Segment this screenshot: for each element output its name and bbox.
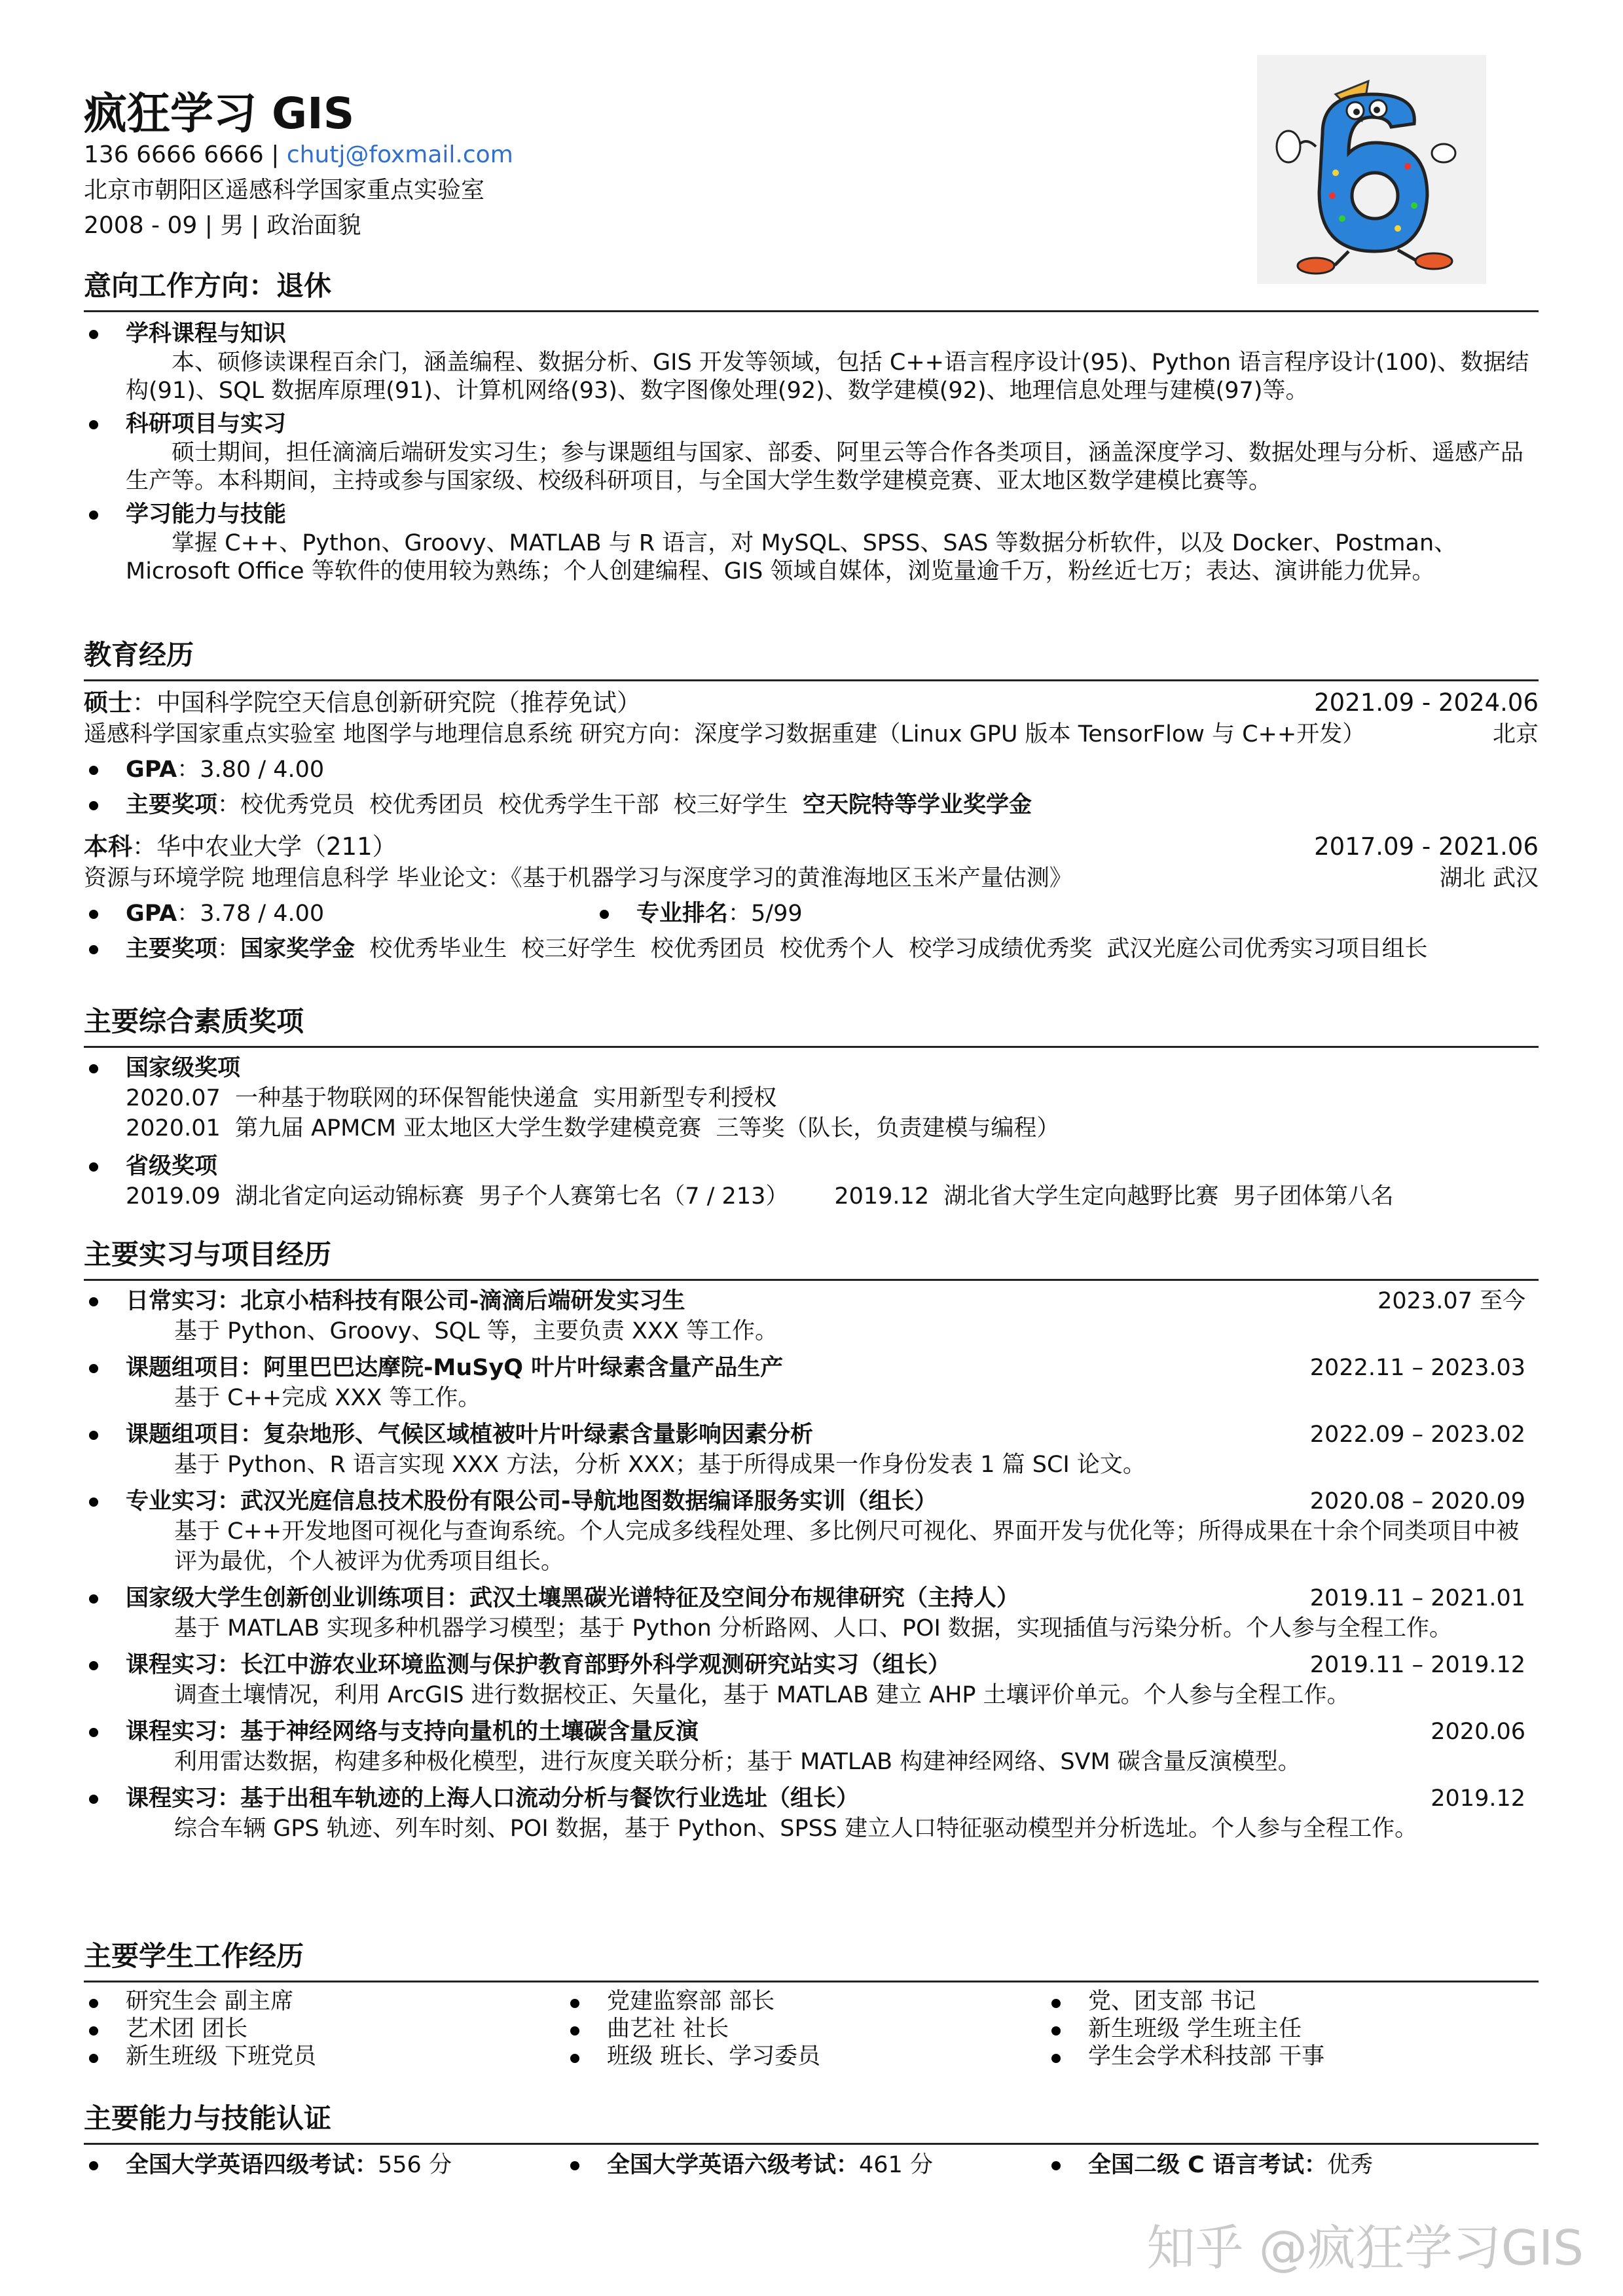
detail-text: 资源与环境学院 地理信息科学 毕业论文：《基于机器学习与深度学习的黄淮海地区玉米产量估测》: [84, 865, 1072, 891]
edu-date: 2021.09 - 2024.06: [1314, 689, 1539, 717]
edu-detail: [84, 719, 1539, 749]
project-header: [84, 1486, 1539, 1516]
projects-list: [84, 1286, 1539, 1844]
project-desc: 基于 Python、R 语言实现 XXX 方法，分析 XXX；基于所得成果一作身份发表 1 篇 SCI 论文。: [174, 1452, 1146, 1478]
project-name: 基于出租车轨迹的上海人口流动分析与餐饮行业选址（组长）: [240, 1785, 860, 1812]
edu-master-header: [84, 687, 1539, 719]
list-item: 艺术团 团长: [84, 2015, 565, 2043]
education-section: [84, 634, 1539, 964]
project-header: [84, 1420, 1539, 1450]
list-item: 曲艺社 社长: [565, 2015, 1046, 2043]
project-desc: 基于 C++完成 XXX 等工作。: [174, 1385, 481, 1411]
list-item: [594, 899, 1046, 929]
awards-label: 主要奖项: [126, 936, 218, 962]
project-label: 日常实习：: [126, 1288, 241, 1314]
project-label: 课题组项目：: [126, 1422, 264, 1448]
list-item: 学习能力与技能: [84, 499, 1539, 529]
section-title: 主要能力与技能认证: [84, 2097, 1539, 2145]
location: 北京: [1492, 721, 1539, 747]
contact-block: [84, 137, 513, 243]
project-name: 基于神经网络与支持向量机的土壤碳含量反演: [240, 1719, 699, 1745]
projects-section: [84, 1233, 1539, 1844]
awards-bold: 国家奖学金: [240, 936, 356, 962]
honor-row: [84, 1181, 1539, 1211]
gpa-value: ：3.80 / 4.00: [177, 757, 325, 783]
gender: 男: [220, 212, 244, 239]
address: 北京市朝阳区遥感科学国家重点实验室: [84, 177, 485, 204]
project-label: 课程实习：: [126, 1652, 241, 1678]
project-date: 2019.11 – 2019.12: [1309, 1652, 1525, 1678]
list-item: 新生班级 学生班主任: [1046, 2015, 1527, 2043]
list-item: [84, 790, 1539, 820]
gpa-label: GPA: [126, 901, 177, 927]
awards-bold: 空天院特等学业奖学金: [803, 792, 1032, 818]
project-name: 武汉土壤黑碳光谱特征及空间分布规律研究（主持人）: [469, 1585, 1020, 1611]
project-header: [84, 1650, 1539, 1680]
list-item: 班级 班长、学习委员: [565, 2043, 1046, 2070]
skills-section: [84, 2097, 1539, 2180]
project-date: 2022.11 – 2023.03: [1309, 1355, 1525, 1381]
project-label: 专业实习：: [126, 1488, 241, 1515]
section-title: 主要学生工作经历: [84, 1935, 1539, 1982]
project-header: [84, 1717, 1539, 1747]
project-name: 复杂地形、气候区域植被叶片叶绿素含量影响因素分析: [263, 1422, 814, 1448]
list-item: 党建监察部 部长: [565, 1988, 1046, 2015]
project-date: 2019.12: [1431, 1785, 1525, 1812]
edu-date: 2017.09 - 2021.06: [1314, 833, 1539, 861]
project-item: [84, 1420, 1539, 1480]
project-date: 2022.09 – 2023.02: [1309, 1422, 1525, 1448]
project-header: [84, 1286, 1539, 1316]
project-item: [84, 1650, 1539, 1710]
contact-line-3: 2008 - 09 | 男 | 政治面貌: [84, 212, 361, 239]
phone: 136 6666 6666: [84, 141, 264, 168]
list-item: [565, 2150, 1046, 2180]
project-desc: 利用雷达数据，构建多种极化模型，进行灰度关联分析；基于 MATLAB 构建神经网络、SVM 碳含量反演模型。: [174, 1749, 1301, 1775]
list-item: [84, 2150, 565, 2180]
list-item: 学科课程与知识: [84, 319, 1539, 349]
project-date: 2019.11 – 2021.01: [1309, 1585, 1525, 1611]
project-date: 2023.07 至今: [1377, 1288, 1525, 1314]
contact-line-1: 136 6666 6666 | chutj@foxmail.com: [84, 141, 513, 168]
item-text: 本、硕修读课程百余门，涵盖编程、数据分析、GIS 开发等领域，包括 C++语言程序设计(95)、Python 语言程序设计(100)、数据结构(91)、SQL 数据库原理(91)、计算机网络(93)、数字图像处理(92)、数学建模(92)、地理信息处理与建模(97)等。: [126, 350, 1529, 404]
skill-label: 全国大学英语六级考试：: [607, 2152, 860, 2178]
politics: 政治面貌: [266, 212, 361, 239]
project-name: 武汉光庭信息技术股份有限公司-导航地图数据编译服务实训（组长）: [240, 1488, 938, 1515]
project-item: [84, 1286, 1539, 1346]
location: 湖北 武汉: [1439, 865, 1539, 891]
project-header: [84, 1784, 1539, 1814]
project-item: [84, 1717, 1539, 1777]
skill-value: 优秀: [1327, 2152, 1374, 2178]
edu-bachelor-header: [84, 831, 1539, 863]
watermark: 知乎 @疯狂学习GIS: [1146, 2220, 1584, 2276]
list-item: 科研项目与实习: [84, 409, 1539, 439]
resume-name: 疯狂学习 GIS: [84, 88, 355, 139]
gpa-label: GPA: [126, 757, 177, 783]
list-item: 研究生会 副主席: [84, 1988, 565, 2015]
degree: 硕士: [84, 689, 132, 717]
project-label: 课程实习：: [126, 1785, 241, 1812]
list-item: 国家级奖项: [84, 1053, 1539, 1083]
detail-text: 遥感科学国家重点实验室 地图学与地理信息系统 研究方向：深度学习数据重建（Linux GPU 版本 TensorFlow 与 C++开发）: [84, 721, 1366, 747]
skill-label: 全国大学英语四级考试：: [126, 2152, 378, 2178]
skills-grid: [84, 2150, 1539, 2180]
avatar-cartoon-six-icon: [1257, 55, 1486, 284]
skill-value: 556 分: [378, 2152, 452, 2178]
list-item: 学生会学术科技部 干事: [1046, 2043, 1527, 2070]
project-item: [84, 1486, 1539, 1577]
project-desc: 综合车辆 GPS 轨迹、列车时刻、POI 数据，基于 Python、SPSS 建立人口特征驱动模型并分析选址。个人参与全程工作。: [174, 1816, 1418, 1842]
gpa-value: ：3.78 / 4.00: [177, 901, 325, 927]
student-work-section: [84, 1935, 1539, 2070]
project-item: [84, 1784, 1539, 1844]
item-text: 硕士期间，担任滴滴后端研发实习生；参与课题组与国家、部委、阿里云等合作各类项目，涵盖深度学习、数据处理与分析、遥感产品生产等。本科期间，主持或参与国家级、校级科研项目，与全国大学生数学建模竞赛、亚太地区数学建模比赛等。: [126, 440, 1524, 494]
degree: 本科: [84, 833, 132, 861]
honor-entry: 2020.01 第九届 APMCM 亚太地区大学生数学建模竞赛 三等奖（队长，负责建模与编程）: [126, 1115, 1060, 1141]
edu-detail: [84, 863, 1539, 893]
school: ：中国科学院空天信息创新研究院（推荐免试）: [132, 689, 641, 717]
section-title: 主要实习与项目经历: [84, 1233, 1539, 1281]
honors-section: [84, 1000, 1539, 1211]
awards-text: ：校优秀党员 校优秀团员 校优秀学生干部 校三好学生: [217, 792, 803, 818]
honor-entry: 2019.09 湖北省定向运动锦标赛 男子个人赛第七名（7 / 213）: [126, 1183, 789, 1210]
intent-section: [84, 264, 1539, 586]
section-title: 教育经历: [84, 634, 1539, 681]
item-text: 掌握 C++、Python、Groovy、MATLAB 与 R 语言，对 MySQL、SPSS、SAS 等数据分析软件，以及 Docker、Postman、Microsoft Office 等软件的使用较为熟练；个人创建编程、GIS 领域自媒体，浏览量逾千万，粉丝近七万；表达、演讲能力优异。: [126, 530, 1457, 584]
project-item: [84, 1583, 1539, 1643]
section-title: 意向工作方向：退休: [84, 264, 1539, 312]
project-item: [84, 1353, 1539, 1413]
student-work-grid: [84, 1988, 1539, 2070]
project-desc: 基于 C++开发地图可视化与查询系统。个人完成多线程处理、多比例尺可视化、界面开发与优化等；所得成果在十余个同类项目中被评为最优，个人被评为优秀项目组长。: [174, 1518, 1520, 1575]
list-item: 主要奖项：国家奖学金 校优秀毕业生 校三好学生 校优秀团员 校优秀个人 校学习成绩优秀奖 武汉光庭公司优秀实习项目组长: [84, 934, 1539, 964]
skill-value: 461 分: [859, 2152, 933, 2178]
section-title: 主要综合素质奖项: [84, 1000, 1539, 1048]
project-name: 阿里巴巴达摩院-MuSyQ 叶片叶绿素含量产品生产: [263, 1355, 784, 1381]
honor-entry: 2020.07 一种基于物联网的环保智能快递盒 实用新型专利授权: [126, 1085, 777, 1111]
project-label: 国家级大学生创新创业训练项目：: [126, 1585, 470, 1611]
project-desc: 基于 MATLAB 实现多种机器学习模型；基于 Python 分析路网、人口、POI 数据，实现插值与污染分析。个人参与全程工作。: [174, 1615, 1452, 1641]
project-name: 长江中游农业环境监测与保护教育部野外科学观测研究站实习（组长）: [240, 1652, 951, 1678]
awards-text: 校优秀毕业生 校三好学生 校优秀团员 校优秀个人 校学习成绩优秀奖 武汉光庭公司优秀实习项目组长: [355, 936, 1428, 962]
gpa-rank-row: [84, 899, 1539, 929]
project-header: [84, 1583, 1539, 1613]
list-item: [84, 899, 565, 929]
project-desc: 调查土壤情况，利用 ArcGIS 进行数据校正、矢量化，基于 MATLAB 建立 AHP 土壤评价单元。个人参与全程工作。: [174, 1682, 1350, 1708]
honor-entry: 2019.12 湖北省大学生定向越野比赛 男子团体第八名: [834, 1183, 1394, 1210]
project-date: 2020.06: [1431, 1719, 1525, 1745]
avatar: [1257, 55, 1486, 284]
school: ：华中农业大学（211）: [132, 833, 397, 861]
birth: 2008 - 09: [84, 212, 198, 239]
rank-value: ：5/99: [728, 901, 803, 927]
project-desc: 基于 Python、Groovy、SQL 等，主要负责 XXX 等工作。: [174, 1318, 778, 1344]
awards-label: 主要奖项: [126, 792, 218, 818]
project-date: 2020.08 – 2020.09: [1309, 1488, 1525, 1515]
skill-label: 全国二级 C 语言考试：: [1088, 2152, 1328, 2178]
list-item: [84, 755, 1539, 785]
project-label: 课题组项目：: [126, 1355, 264, 1381]
project-label: 课程实习：: [126, 1719, 241, 1745]
rank-label: 专业排名: [636, 901, 729, 927]
list-item: 新生班级 下班党员: [84, 2043, 565, 2070]
list-item: 省级奖项: [84, 1151, 1539, 1181]
project-header: [84, 1353, 1539, 1383]
email-link[interactable]: chutj@foxmail.com: [286, 141, 513, 168]
project-name: 北京小桔科技有限公司-滴滴后端研发实习生: [240, 1288, 685, 1314]
list-item: 党、团支部 书记: [1046, 1988, 1527, 2015]
list-item: [1046, 2150, 1527, 2180]
